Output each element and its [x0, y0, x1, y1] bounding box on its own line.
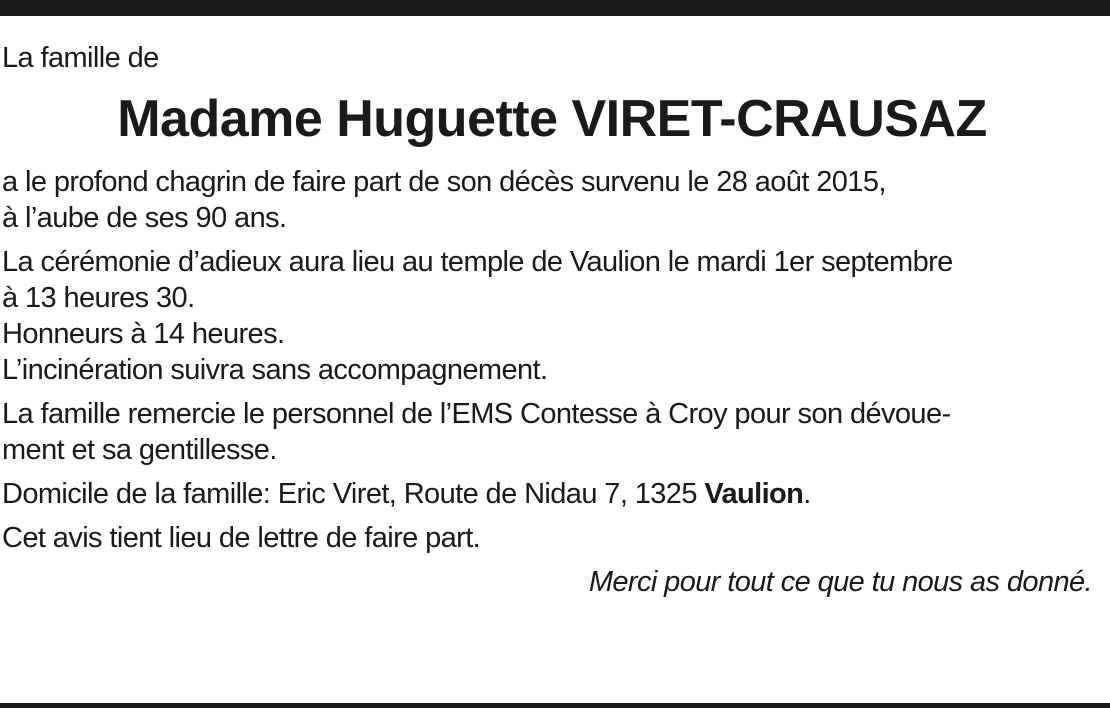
domicile-line: [2, 476, 1102, 512]
ceremony-line-1: La cérémonie d’adieux aura lieu au temple de Vaulion le mardi 1er septembre: [2, 246, 953, 278]
domicile-town: Vaulion: [704, 478, 804, 510]
announcement-line-2: à l’aube de ses 90 ans.: [2, 202, 287, 234]
bottom-rule: [0, 703, 1110, 708]
obituary-notice: [2, 40, 1102, 600]
domicile-prefix: Domicile de la famille: Eric Viret, Route de Nidau 7, 1325: [2, 478, 697, 510]
top-rule: [0, 0, 1110, 16]
ceremony-line-4: L’incinération suivra sans accompagnement.: [2, 354, 548, 386]
thanks-line-2: ment et sa gentillesse.: [2, 434, 277, 466]
domicile-suffix: .: [803, 478, 811, 510]
intro-text: La famille de: [2, 42, 159, 74]
thanks-line-1: La famille remercie le personnel de l’EMS Contesse à Croy pour son dévoue-: [2, 398, 951, 430]
ceremony-line-3: Honneurs à 14 heures.: [2, 318, 285, 350]
deceased-name: Madame Huguette VIRET-CRAUSAZ: [117, 90, 987, 148]
closing-line: Cet avis tient lieu de lettre de faire part.: [2, 522, 481, 554]
ceremony-line-2: à 13 heures 30.: [2, 282, 195, 314]
signoff-line: Merci pour tout ce que tu nous as donné.: [588, 566, 1092, 598]
announcement-line-1: a le profond chagrin de faire part de son décès survenu le 28 août 2015,: [2, 166, 886, 198]
